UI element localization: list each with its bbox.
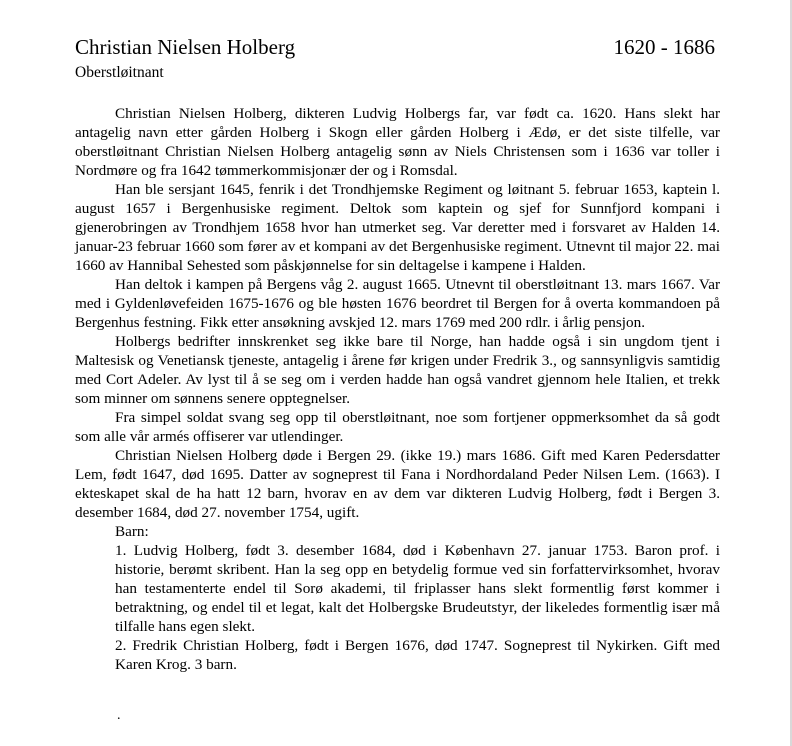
child-entry: 1. Ludvig Holberg, født 3. desember 1684, død i København 27. januar 1753. Baron prof. i historie, berømt skribent. Han la seg opp en betydelig formue ved sin forfattervirksomhet, hvorav han testamenterte endel til Sorø akademi, til friplasser hans slekt formentlig først kommer i betraktning, og endel til et legat, kalt det Holbergske Brudeutstyr, der likeledes formentlig især må tilfalle hans egen slekt. (115, 542, 720, 635)
document-header (75, 33, 715, 63)
child-entry: 2. Fredrik Christian Holberg, født i Bergen 1676, død 1747. Sogneprest til Nykirken. Gift med Karen Krog. 3 barn. (115, 637, 720, 673)
person-name: Christian Nielsen Holberg (75, 35, 296, 59)
children-heading: Barn: (115, 523, 149, 540)
paragraph: Han ble sersjant 1645, fenrik i det Trondhjemske Regiment og løitnant 5. februar 1653, kaptein l. august 1657 i Bergenhusiske regiment. Deltok som kaptein og sjef for Sunnfjord kompani i gjenerobringen av Trondhjem 1658 hvor han utmerket seg. Var deretter med i forsvaret av Halden 14. januar-23 februar 1660 som fører av et kompani av det Bergenhusiske regiment. Utnevnt til major 22. mai 1660 av Hannibal Sehested som påskjønnelse for sin deltagelse i kampene i Halden. (75, 181, 720, 274)
paragraph: Holbergs bedrifter innskrenket seg ikke bare til Norge, han hadde også i sin ungdom tjent i Maltesisk og Venetiansk tjeneste, antagelig i årene før krigen under Fredrik 3., og sannsynligvis samtidig med Cort Adeler. Av lyst til å se seg om i verden hadde han også vandret gjennom hele Italien, et trekk som minner om sønnens senere opptegnelser. (75, 333, 720, 407)
person-rank: Oberstløitnant (75, 64, 164, 81)
paragraph: Christian Nielsen Holberg døde i Bergen 29. (ikke 19.) mars 1686. Gift med Karen Pedersdatter Lem, født 1647, død 1695. Datter av sogneprest til Fana i Nordhordaland Peder Nilsen Lem. (1663). I ekteskapet skal de ha hatt 12 barn, hvorav en av dem var dikteren Ludvig Holberg, født i Bergen 3. desember 1684, død 27. november 1754, ugift. (75, 447, 720, 521)
life-years: 1620 - 1686 (613, 35, 715, 59)
paragraph: Fra simpel soldat svang seg opp til oberstløitnant, noe som fortjener oppmerksomhet da så godt som alle vår armés offiserer var utlendinger. (75, 409, 720, 445)
paragraph: Han deltok i kampen på Bergens våg 2. august 1665. Utnevnt til oberstløitnant 13. mars 1667. Var med i Gyldenløvefeiden 1675-1676 og ble høsten 1676 beordret til Bergen for å overta kommandoen på Bergenhus festning. Fikk etter ansøkning avskjed 12. mars 1769 med 200 rdlr. i årlig pensjon. (75, 276, 720, 331)
trailing-mark: . (117, 708, 121, 723)
paragraph: Christian Nielsen Holberg, dikteren Ludvig Holbergs far, var født ca. 1620. Hans slekt har antagelig navn etter gården Holberg i Skogn eller gården Holberg i Ædø, er det siste tilfelle, var oberstløitnant Christian Nielsen Holberg antagelig sønn av Niels Christensen som i 1636 var toller i Nordmøre og fra 1642 tømmerkommisjonær der og i Romsdal. (75, 105, 720, 179)
document-body (75, 104, 720, 674)
